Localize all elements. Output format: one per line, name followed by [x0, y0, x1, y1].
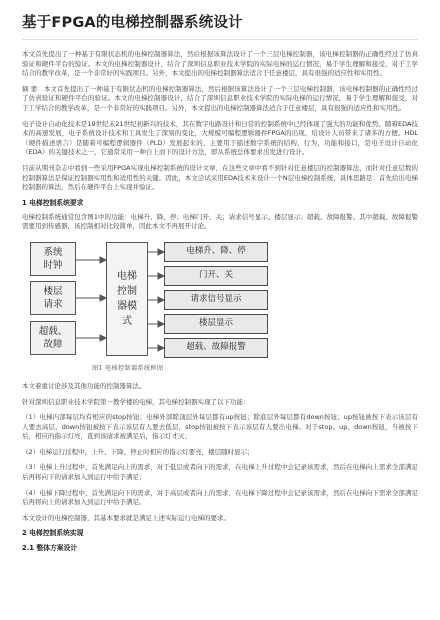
overload-fault-input-box: 超载、 故障	[30, 321, 76, 355]
title-divider	[22, 39, 418, 40]
function-intro-paragraph: 针对深圳信息职业技术学院第一教学楼的电梯，其电梯控制器实现了以下功能：	[22, 397, 250, 406]
section-heading-overall-design: 2.1 整体方案设计	[22, 544, 78, 553]
move-control-box: 电梯升、降、停	[164, 242, 268, 262]
page-title: 基于FPGA的电梯控制器系统设计	[22, 15, 243, 31]
controller-mode-box: 电梯控制器模式	[106, 242, 148, 356]
list-item: （2）电梯运行过程中，上升、下降、停止时相应的指示灯要亮，楼层随时显示；	[22, 447, 254, 456]
request-display-box: 请求信号显示	[164, 290, 268, 310]
elevator-block-diagram	[30, 238, 270, 360]
floor-display-box: 楼层显示	[164, 314, 268, 334]
eda-paragraph: 电子设计自动化技术是19世纪末21世纪初新兴的技术，其在数字电路设计和日常的控制系统中已经体现了强大的功能和优势。随着EDA技术的高速发展，电子系统设计技术和工具发生了深刻的变化，大规模可编程逻辑器件FPGA的出现，给设计人员带来了诸多的方便。HDL（硬件描述语言）是随着可编程逻辑器件（PLD）发展起来的，主要用于描述数字系统的结构，行为，功能和接口，是电子设计自动化（EDA）的关键技术之一，它通常采用一种自上而下的设计方法，即从系统总体要求出发进行设计。	[22, 119, 418, 157]
abstract-paragraph: 摘 要：本文首先提出了一种基于有限状态机的电梯控制器算法，然后根据该算法设计了一个三层电梯控制器，该电梯控制器的正确性经过了仿真验证和硬件平台的验证。本文的电梯控制器设计，结合了深圳信息职业技术学院的实际电梯的运行情况，易于学生理解和接受，对于工学结合的教学改革，是一个非常好的实践项目。另外，本文提出的电梯控制器算法适合于任意楼层，具有很强的适应性和实用性。	[22, 84, 418, 112]
system-clock-box: 系统 时钟	[30, 242, 76, 276]
list-item: （3）电梯上升过程中，首先满足向上的需求，对于低层或者向下的需求，在电梯上升过程中会记录该需求，然后在电梯向上需求全部满足后再将向下的请求加入到运行中给予满足；	[22, 463, 418, 482]
figure-caption: 图1 电梯控制器系统框图	[92, 364, 164, 372]
list-item: （1）电梯内部每层均有相应的stop按钮；电梯外部除顶层外每层都有up按钮；除底层外每层都有down按钮；up按钮被按下表示该层有人要去高层，down按钮被按下表示该层有人要去低层，stop按钮被按下表示该层有人要出电梯。对于stop、up、down按钮，当被按下后，相应的指示灯亮，直到该请求被满足后，指示灯才灭；	[22, 413, 418, 441]
door-control-box: 门开、关	[164, 266, 268, 286]
alarm-box: 超载、故障报警	[164, 338, 268, 358]
section-heading-requirements: 1 电梯控制系统要求	[22, 198, 84, 207]
list-item: （4）电梯下降过程中，首先满足向下的需求，对于高层或者向上的需求，在电梯下降过程中会记录该需求，然后在电梯向下需求全部满足后再将向上的请求加入到运行中给予满足。	[22, 488, 418, 507]
floor-request-box: 楼层 请求	[30, 281, 76, 315]
section-heading-implementation: 2 电梯控制系统实现	[22, 529, 84, 538]
requirements-paragraph: 电梯控制系统通常包含图1中的功能：电梯升、降、停；电梯门开、关；请求信号显示、楼层显示；超载、故障报警。其中超载、故障报警需要用到传感器，该控制相对比较简单，因此本文不再展开讨论。	[22, 212, 418, 231]
summary-paragraph: 本文设计的电梯控制器，其基本要求就是满足上述实际运行电梯的要求。	[22, 513, 230, 522]
method-paragraph: 目前从期刊杂志中看到一些采用FPGA实现电梯控制系统的设计文章，在这些文章中看不到针对任意楼层的控制器算法，而针对任意层数的控制器算法是保证控制器实用性和适用性的关键。因此，本文尝试采用EDA技术来设计一个N层电梯控制系统，具体思路是：首先给出电梯控制器的算法，然后在硬件平台上实现并验证。	[22, 163, 418, 192]
algorithm-paragraph: 本文着重讨论涉及其他功能的控制器算法。	[22, 381, 146, 390]
intro-paragraph: 本文首先提出了一种基于有限状态机的电梯控制器算法，然后根据该算法设计了一个三层电梯控制器，该电梯控制器的正确性经过了仿真验证和硬件平台的验证。本文的电梯控制器设计，结合了深圳信息职业技术学院的实际电梯的运行情况，易于学生理解和接受，对于工学结合的教学改革，是一个非常好的实践项目。另外，本文提出的电梯控制器算法适合于任意楼层，具有很强的适应性和实用性。	[22, 50, 418, 78]
